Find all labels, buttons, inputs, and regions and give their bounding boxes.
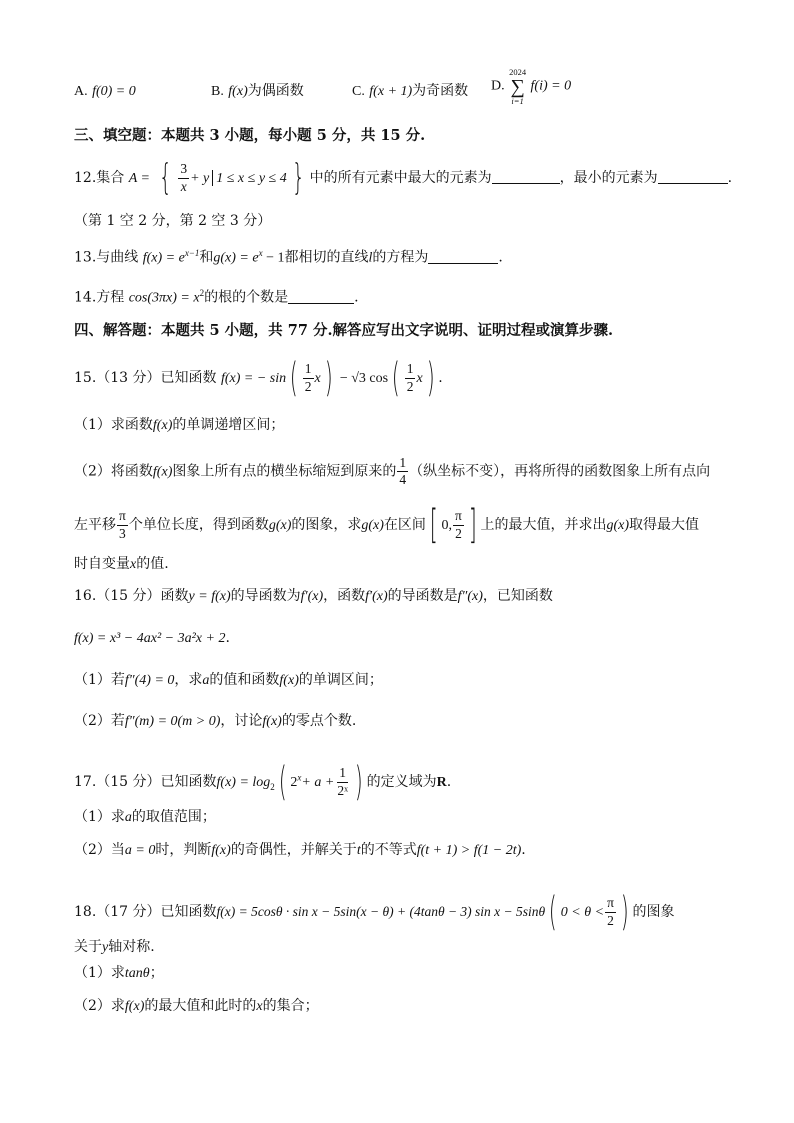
q16-part-2: （2）若f″(m) = 0(m > 0)，讨论f(x)的零点个数. [74,713,357,729]
question-15: 15.（13 分）已知函数 f(x) = − sin( $\frac{1}{2}$ x) − √3 cos( $\frac{1}{2}$ x) . [74,355,443,401]
q17-part-2: （2）当a = 0时，判断f(x)的奇偶性，并解关于t的不等式f(t + 1) > f(1 − 2t). [74,842,526,858]
answer-options-row [74,67,714,108]
question-18: 18.（17 分）已知函数f(x) = 5cosθ · sin x − 5sin(x − θ) + (4tanθ − 3) sin x − 5sinθ( 0 < θ < $\frac{\pi}{2}$ ) 的图象 [74,889,675,935]
q18-line-2: 关于y轴对称. [74,939,155,955]
answer-blank-14[interactable] [288,290,354,304]
option-a: A. f(0) = 0 [74,84,136,99]
question-16: 16.（15 分）函数y = f(x)的导函数为f′(x)，函数f′(x)的导函数是f″(x)，已知函数 [74,588,553,604]
fraction-3-over-x: $\frac{3}{x}$ [180,161,188,194]
q18-part-1: （1）求tanθ； [74,965,164,981]
question-13: 13.与曲线 $f(x) = e^{x-1}$和$g(x) = e^x - 1$都相切的直线l的方程为 . [74,248,503,266]
q15-part-2: （2）将函数f(x)图象上所有点的横坐标缩短到原来的 $\frac{1}{4}$ （纵坐标不变），再将所得的函数图象上所有点向 [74,455,711,488]
question-14: 14.方程 $\cos(3\pi x) = x^2$的根的个数是 . [74,288,359,306]
answer-blank-2[interactable] [658,170,728,184]
option-d: D. 2024 ∑ i=1 f(i) = 0 [491,67,572,106]
q15-part-1: （1）求函数f(x)的单调递增区间； [74,417,285,433]
option-c: C. f(x + 1)为奇函数 [352,83,469,99]
q16-part-1: （1）若f″(4) = 0，求a的值和函数f(x)的单调区间； [74,672,383,688]
section3-heading: 三、填空题：本题共 3 小题，每小题 5 分，共 15 分. [74,127,426,144]
q15-part-2-cont: 左平移 $\frac{\pi}{3}$ 个单位长度，得到函数g(x)的图象，求g(x)在区间[ 0, $\frac{\pi}{2}$ ] 上的最大值，并求出g(x)取得最大值 [74,502,700,548]
q15-part-2-end: 时自变量x的值. [74,556,169,572]
question-17: 17.（15 分）已知函数$f(x) = \log_2$( $2^x+ a$ + $\frac{1}{\text{2ˣ}}$ ) 的定义域为R. [74,759,452,805]
section4-heading: 四、解答题：本题共 5 小题，共 77 分.解答应写出文字说明、证明过程或演算步骤. [74,322,614,339]
summation-symbol: 2024 ∑ i=1 [509,67,527,106]
q18-part-2: （2）求f(x)的最大值和此时的x的集合； [74,998,319,1014]
question-12: 12.集合 A = { $\frac{3}{x}$ + y 1 ≤ x ≤ y ≤ 4 } 中的所有元素中最大的元素为 ，最小的元素为 . [74,157,733,198]
answer-blank-13[interactable] [428,250,498,264]
q12-score-note: （第 1 空 2 分，第 2 空 3 分） [74,213,272,229]
q16-function: f(x) = x³ − 4ax² − 3a²x + 2. [74,630,230,646]
answer-blank-1[interactable] [492,170,560,184]
option-b: B. f(x)为偶函数 [211,83,304,99]
q17-part-1: （1）求a的取值范围； [74,809,216,825]
